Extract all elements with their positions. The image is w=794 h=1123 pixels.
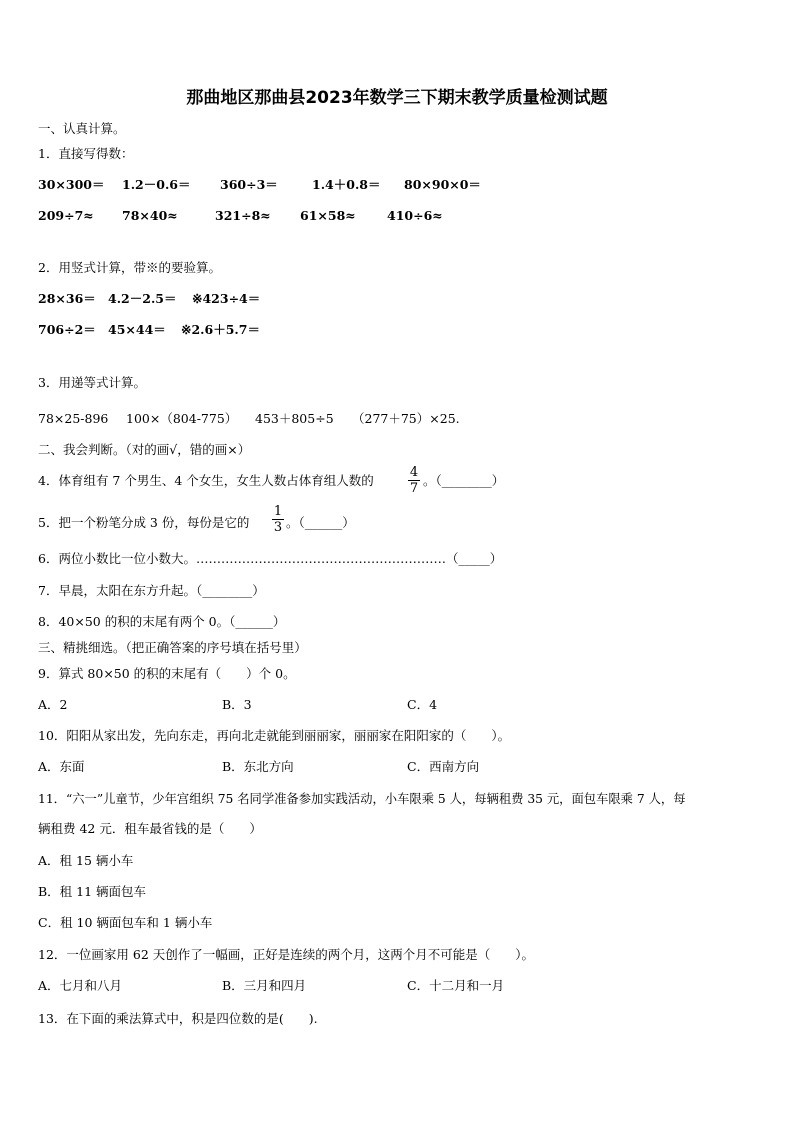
option-c: C．十二月和一月: [407, 978, 505, 993]
q3-item: （277＋75）×25.: [352, 411, 460, 426]
fraction-numerator: 4: [409, 465, 419, 480]
fraction-1-3: [272, 505, 284, 534]
section-3-heading: 三、精挑细选。（把正确答案的序号填在括号里）: [38, 640, 307, 655]
q1-item: 1.4＋0.8＝: [312, 177, 381, 192]
fraction-denominator: 7: [409, 481, 419, 496]
section-1-heading: 一、认真计算。: [38, 121, 126, 136]
fraction-denominator: 3: [273, 520, 283, 535]
question-12: 12．一位画家用 62 天创作了一幅画，正好是连续的两个月，这两个月不可能是（ ）。: [38, 947, 535, 962]
question-8: 8．40×50 的积的末尾有两个 0。（______）: [38, 614, 286, 629]
question-4-tail: 。（________）: [423, 473, 505, 488]
question-7: 7．早晨，太阳在东方升起。（________）: [38, 583, 265, 598]
question-5-text: 5．把一个粉笔分成 3 份，每份是它的: [38, 515, 250, 530]
question-1-label: 1．直接写得数：: [38, 146, 134, 161]
question-2-label: 2．用竖式计算，带※的要验算。: [38, 260, 221, 275]
option-c: C．租 10 辆面包车和 1 辆小车: [38, 915, 213, 930]
option-c: C．西南方向: [407, 759, 480, 774]
option-b: B．三月和四月: [222, 978, 307, 993]
option-a: A．七月和八月: [38, 978, 123, 993]
q1-item: 321÷8≈: [215, 208, 271, 223]
option-a: A．租 15 辆小车: [38, 853, 134, 868]
q3-item: 453＋805÷5: [255, 411, 334, 426]
q1-item: 78×40≈: [122, 208, 178, 223]
q1-item: 209÷7≈: [38, 208, 94, 223]
q3-item: 78×25-896: [38, 411, 109, 426]
option-b: B．3: [222, 697, 252, 712]
question-6: 6．两位小数比一位小数大。……………………………………………………（_____）: [38, 551, 503, 566]
q2-item: 28×36＝: [38, 291, 96, 306]
q1-item: 410÷6≈: [387, 208, 443, 223]
section-2-heading: 二、我会判断。（对的画√，错的画×）: [38, 442, 251, 457]
question-13: 13．在下面的乘法算式中，积是四位数的是( ).: [38, 1011, 318, 1026]
question-10: 10．阳阳从家出发，先向东走，再向北走就能到丽丽家，丽丽家在阳阳家的（ ）。: [38, 728, 511, 743]
q1-item: 30×300＝: [38, 177, 105, 192]
q1-item: 1.2－0.6＝: [122, 177, 191, 192]
question-4-text: 4．体育组有 7 个男生、4 个女生，女生人数占体育组人数的: [38, 473, 374, 488]
q2-item: 706÷2＝: [38, 322, 96, 337]
question-11-line-2: 辆租费 42 元．租车最省钱的是（ ）: [38, 821, 262, 836]
question-11-line-1: 11．“六一”儿童节，少年宫组织 75 名同学准备参加实践活动，小车限乘 5 人，每辆租费 35 元，面包车限乘 7 人，每: [38, 792, 686, 806]
q2-item: 45×44＝: [108, 322, 166, 337]
q1-item: 360÷3＝: [220, 177, 278, 192]
option-b: B．东北方向: [222, 759, 294, 774]
q3-item: 100×（804-775）: [126, 411, 238, 426]
q2-item: ※2.6＋5.7＝: [181, 322, 260, 337]
question-3-label: 3．用递等式计算。: [38, 375, 146, 390]
option-a: A．2: [38, 697, 68, 712]
page-title: 那曲地区那曲县2023年数学三下期末教学质量检测试题: [186, 88, 608, 108]
q1-item: 80×90×0＝: [404, 177, 481, 192]
q2-item: 4.2－2.5＝: [108, 291, 177, 306]
question-9: 9．算式 80×50 的积的末尾有（ ）个 0。: [38, 666, 296, 681]
option-a: A．东面: [38, 759, 85, 774]
question-4: [38, 475, 374, 488]
q2-item: ※423÷4＝: [192, 291, 261, 306]
fraction-4-7: [408, 466, 420, 495]
option-c: C．4: [407, 697, 438, 712]
question-5-tail: 。（______）: [286, 515, 355, 530]
fraction-numerator: 1: [273, 504, 283, 519]
q1-item: 61×58≈: [300, 208, 356, 223]
option-b: B．租 11 辆面包车: [38, 884, 147, 899]
